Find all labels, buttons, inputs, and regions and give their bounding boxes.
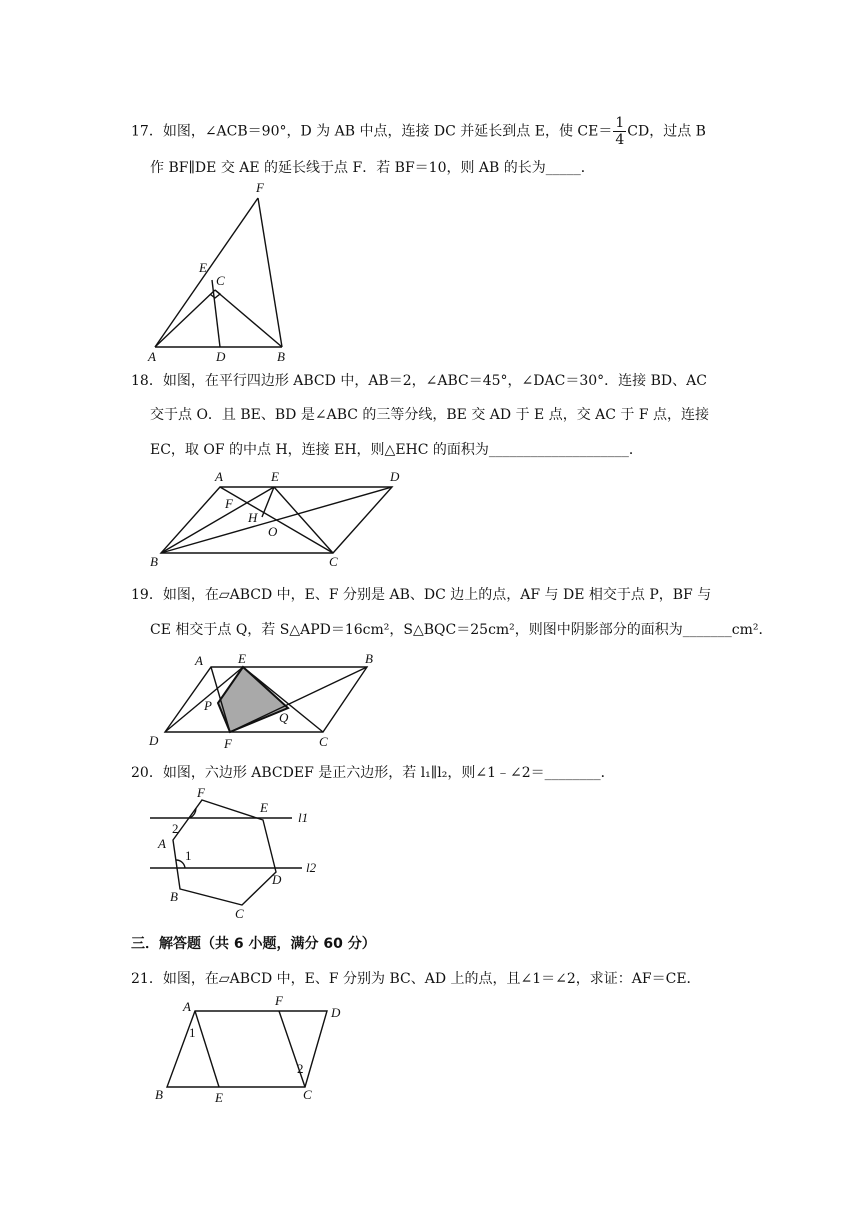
p18-diag-BD (161, 487, 392, 553)
p19-label-A: A (195, 653, 203, 668)
p19-line1 (131, 585, 711, 605)
p20-label-A: A (158, 836, 166, 851)
p18-label-E: E (271, 469, 279, 484)
p20-label-l2: l2 (306, 860, 317, 875)
p21-seg-AE (195, 1011, 219, 1087)
p18-label-D: D (390, 469, 400, 484)
p20-label-F: F (197, 788, 205, 800)
p18-label-C: C (329, 554, 338, 569)
p18-number: 18． (131, 373, 163, 389)
p19-shaded-quad (218, 667, 288, 732)
p17-line1 (131, 115, 706, 148)
p17-seg-FB (258, 198, 282, 347)
p20-text-1: 如图，六边形 ABCDEF 是正六边形，若 l₁∥l₂，则∠1﹣∠2＝________． (162, 765, 615, 781)
p18-seg-EH (262, 487, 274, 517)
p19-label-Q: Q (279, 710, 289, 725)
p20-number: 20． (131, 765, 163, 781)
p20-label-angle2: 2 (172, 821, 179, 836)
p21-label-B: B (155, 1087, 163, 1102)
p17-label-E: E (199, 260, 207, 275)
p17-line2: 作 BF∥DE 交 AE 的延长线于点 F．若 BF＝10，则 AB 的长为_____． (150, 160, 595, 176)
p19-label-D: D (149, 733, 159, 748)
p21-label-F: F (275, 995, 283, 1008)
p17-number: 17． (131, 123, 163, 140)
p17-frac-num: 1 (615, 115, 625, 131)
p21-label-angle2: 2 (297, 1061, 304, 1076)
p21-figure (145, 995, 355, 1107)
p20-figure (140, 788, 330, 923)
p21-label-E: E (215, 1090, 223, 1105)
p18-seg-EC (274, 487, 333, 553)
p19-label-P: P (204, 698, 212, 713)
p19-label-E: E (238, 651, 246, 666)
p17-text-1: 如图，∠ACB＝90°，D 为 AB 中点，连接 DC 并延长到点 E，使 CE＝ (162, 123, 613, 140)
p17-label-D: D (216, 349, 226, 364)
p18-line2: 交于点 O．且 BE、BD 是∠ABC 的三等分线，BE 交 AD 于 E 点，交 AC 于 F 点，连接 (150, 407, 710, 423)
p18-line1 (131, 371, 707, 391)
p20-label-C: C (235, 906, 244, 921)
p20-label-l1: l1 (298, 810, 309, 825)
p21-label-D: D (331, 1005, 341, 1020)
p18-figure (145, 466, 405, 570)
section-heading: 三．解答题（共 6 小题，满分 60 分） (131, 936, 376, 952)
p19-figure (145, 650, 390, 752)
p17-label-B: B (277, 349, 285, 364)
p21-number: 21． (131, 971, 163, 987)
p17-seg-AC (155, 290, 215, 347)
p21-line1 (131, 969, 701, 989)
p17-figure (140, 180, 300, 365)
p20-label-E: E (260, 800, 268, 815)
p17-seg-CB (215, 290, 282, 347)
p19-number: 19． (131, 587, 163, 603)
p19-label-B: B (365, 651, 373, 666)
p18-label-A: A (215, 469, 223, 484)
p17-label-A: A (148, 349, 156, 364)
p21-label-angle1: 1 (189, 1025, 196, 1040)
p21-label-A: A (183, 999, 191, 1014)
p19-label-C: C (319, 734, 328, 749)
p20-line1 (131, 763, 615, 783)
p18-label-F: F (225, 496, 233, 511)
p19-label-F: F (224, 736, 232, 751)
p18-label-H: H (248, 510, 258, 525)
p17-text-1b: CD，过点 B (627, 123, 706, 140)
p17-fraction (613, 115, 626, 148)
p17-frac-den: 4 (615, 132, 625, 148)
p18-label-O: O (268, 524, 278, 539)
p21-label-C: C (303, 1087, 312, 1102)
p19-text-1: 如图，在▱ABCD 中，E、F 分别是 AB、DC 边上的点，AF 与 DE 相交于点 P，BF 与 (162, 587, 712, 603)
p19-line2: CE 相交于点 Q，若 S△APD＝16cm²，S△BQC＝25cm²，则图中阴影部分的面积为_______cm²． (150, 622, 773, 638)
p17-label-C: C (216, 273, 225, 288)
p18-text-1: 如图，在平行四边形 ABCD 中，AB＝2，∠ABC＝45°，∠DAC＝30°．连接 BD、AC (162, 373, 707, 389)
p20-label-D: D (272, 872, 282, 887)
p20-label-B: B (170, 889, 178, 904)
p18-line3: EC，取 OF 的中点 H，连接 EH，则△EHC 的面积为____________________． (150, 442, 643, 458)
p21-text-1: 如图，在▱ABCD 中，E、F 分别为 BC、AD 上的点，且∠1＝∠2，求证：AF＝CE． (162, 971, 701, 987)
p20-label-angle1: 1 (185, 848, 192, 863)
p18-label-B: B (150, 554, 158, 569)
p17-label-F: F (256, 180, 264, 195)
